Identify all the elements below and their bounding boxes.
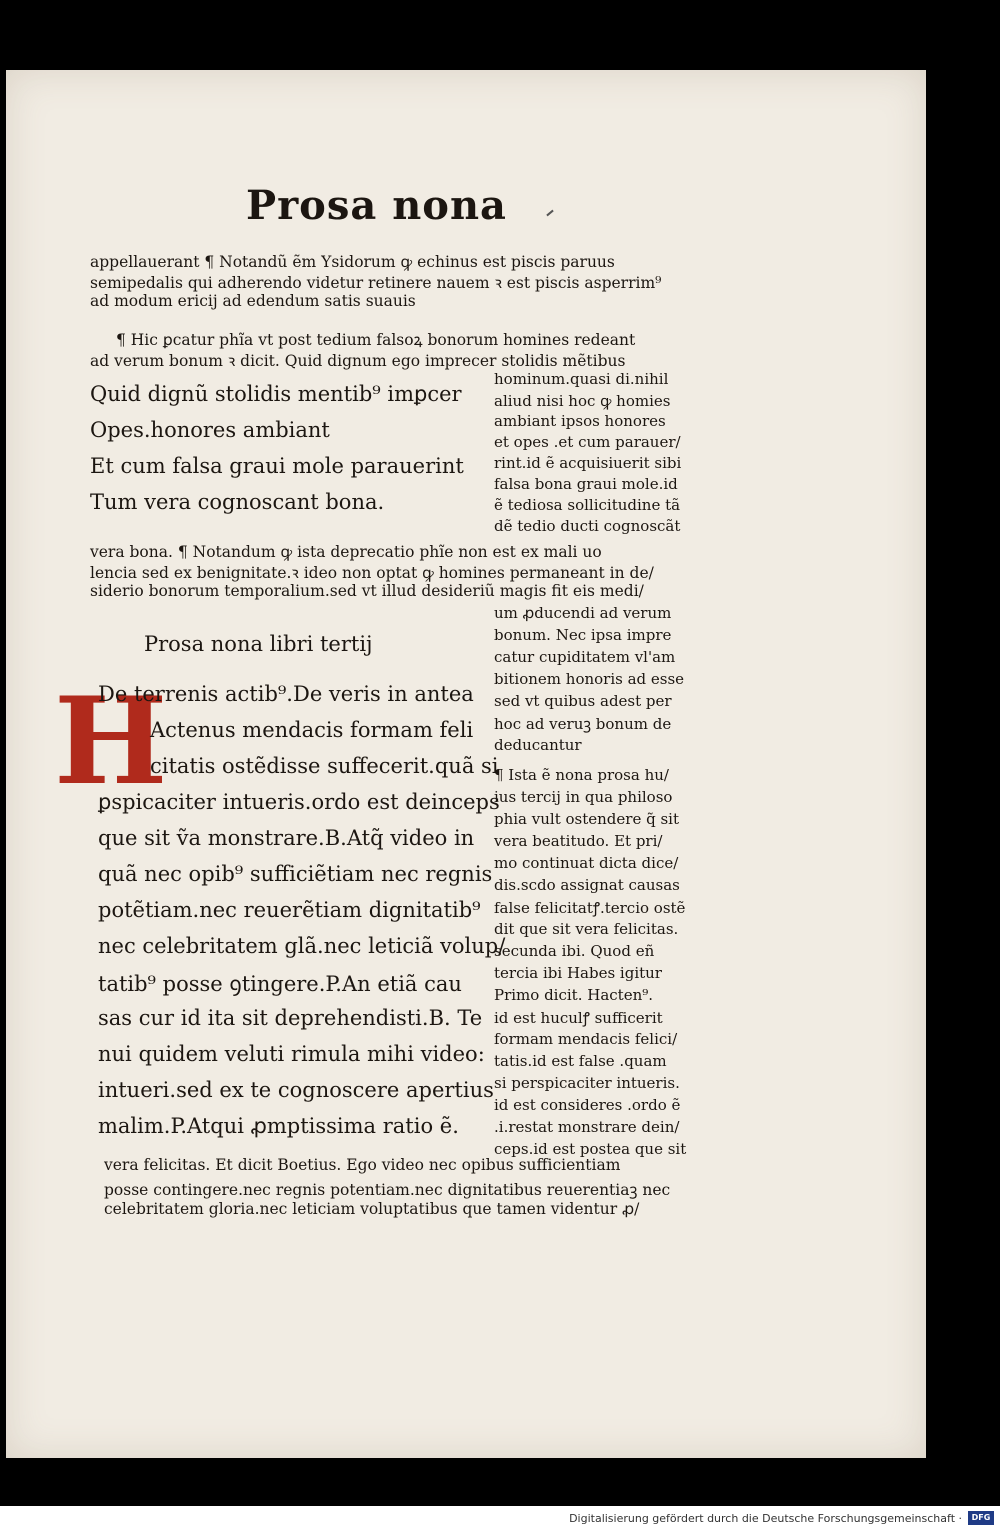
column-line: false felicitatꝭ.tercio ostẽ — [494, 899, 686, 917]
column-line: vera beatitudo. Et pri/ — [494, 832, 663, 850]
gloss-mid-line: siderio bonorum temporalium.sed vt illud desideriũ magis fit eis medi/ — [90, 582, 644, 600]
prose-line: sas cur id ita sit deprehendisti.B. Te — [98, 1006, 483, 1030]
prose-line: De terrenis actib⁹.De veris in antea — [98, 682, 474, 706]
prose-line: Actenus mendacis formam feli — [150, 718, 474, 742]
prose-line: ꝑspicaciter intueris.ordo est deinceps — [98, 790, 500, 814]
prose-line: nec celebritatem glã.nec leticiã volup/ — [98, 934, 506, 958]
column-line: phia vult ostendere q̃ sit — [494, 810, 679, 828]
column-line: tatis.id est false .quam — [494, 1052, 667, 1070]
column-line: .i.restat monstrare dein/ — [494, 1118, 680, 1136]
verse-line: Quid dignũ stolidis mentib⁹ imꝑcer — [90, 382, 462, 406]
verse-line: Et cum falsa graui mole parauerint — [90, 454, 464, 478]
dfg-logo: DFG — [968, 1511, 994, 1525]
column-line: ius tercij in qua philoso — [494, 788, 673, 806]
commentary-line: ad verum bonum ꝛ dicit. Quid dignum ego imprecer stolidis mẽtibus — [90, 352, 626, 370]
column-line: secunda ibi. Quod eñ — [494, 942, 655, 960]
gloss-bottom-line: celebritatem gloria.nec leticiam voluptatibus que tamen videntur ꝓ/ — [104, 1200, 640, 1218]
verse-gloss-line: aliud nisi hoc ꝙ homies — [494, 392, 671, 410]
gloss-mid-line: lencia sed ex benignitate.ꝛ ideo non optat ꝙ homines permaneant in de/ — [90, 564, 654, 582]
column-line: bitionem honoris ad esse — [494, 670, 685, 688]
section-title: Prosa nona libri tertij — [144, 632, 373, 656]
column-line: dit que sit vera felicitas. — [494, 920, 679, 938]
manuscript-page — [6, 70, 926, 1458]
verse-gloss-line: et opes .et cum parauer/ — [494, 433, 681, 451]
gloss-top-line: ad modum ericij ad edendum satis suauis — [90, 292, 416, 310]
pen-stroke — [546, 210, 553, 217]
column-line: id est consideres .ordo ẽ — [494, 1096, 681, 1114]
verse-line: Tum vera cognoscant bona. — [90, 490, 385, 514]
column-line: Primo dicit. Hacten⁹. — [494, 986, 654, 1004]
column-line: tercia ibi Habes igitur — [494, 964, 662, 982]
prose-line: malim.P.Atqui ꝓmptissima ratio ẽ. — [98, 1114, 459, 1138]
column-line: ¶ Ista ẽ nona prosa hu/ — [494, 766, 669, 784]
column-line: deducantur — [494, 736, 582, 754]
column-line: dis.scdo assignat causas — [494, 876, 680, 894]
column-line: sed vt quibus adest per — [494, 692, 672, 710]
prose-line: tatib⁹ posse ꝯtingere.P.An etiã cau — [98, 972, 462, 996]
prose-line: intueri.sed ex te cognoscere apertius — [98, 1078, 494, 1102]
prose-line: quã nec opib⁹ sufficiẽtiam nec regnis — [98, 862, 493, 886]
gloss-top-line: appellauerant ¶ Notandũ ẽm Ysidorum ꝙ echinus est piscis paruus — [90, 253, 615, 271]
gloss-bottom-line: vera felicitas. Et dicit Boetius. Ego video nec opibus sufficientiam — [104, 1156, 621, 1174]
decorated-initial: H — [54, 671, 168, 812]
page-heading: Prosa nona — [246, 182, 507, 229]
prose-line: que sit ṽa monstrare.B.Atq̃ video in — [98, 826, 475, 850]
verse-gloss-line: ambiant ipsos honores — [494, 412, 666, 430]
prose-line: nui quidem veluti rimula mihi video: — [98, 1042, 485, 1066]
gloss-top-line: semipedalis qui adherendo videtur retinere nauem ꝛ est piscis asperrim⁹ — [90, 274, 662, 292]
verse-gloss-line: rint.id ẽ acquisiuerit sibi — [494, 454, 682, 472]
prose-line: potẽtiam.nec reuerẽtiam dignitatib⁹ — [98, 898, 481, 922]
column-line: formam mendacis felici/ — [494, 1030, 678, 1048]
column-line: catur cupiditatem vl'am — [494, 648, 676, 666]
column-line: id est huculꝭ sufficerit — [494, 1009, 663, 1027]
column-line: hoc ad veruꝫ bonum de — [494, 715, 672, 733]
column-line: mo continuat dicta dice/ — [494, 854, 679, 872]
gloss-mid-line: vera bona. ¶ Notandum ꝙ ista deprecatio phĩe non est ex mali uo — [90, 543, 602, 561]
column-line: si perspicaciter intueris. — [494, 1074, 680, 1092]
verse-gloss-line: falsa bona graui mole.id — [494, 475, 678, 493]
verse-gloss-line: ẽ tediosa sollicitudine tã — [494, 496, 681, 514]
funding-credit: Digitalisierung gefördert durch die Deutsche Forschungsgemeinschaft · — [569, 1512, 962, 1525]
column-line: um ꝓducendi ad verum — [494, 604, 672, 622]
prose-line: citatis ostẽdisse suffecerit.quã si — [150, 754, 499, 778]
verse-gloss-line: dẽ tedio ducti cognoscãt — [494, 517, 681, 535]
commentary-line: ¶ Hic ꝑcatur phĩa vt post tedium falsoꝝ bonorum homines redeant — [116, 331, 636, 349]
column-line: ceps.id est postea que sit — [494, 1140, 687, 1158]
column-line: bonum. Nec ipsa impre — [494, 626, 672, 644]
verse-gloss-line: hominum.quasi di.nihil — [494, 370, 669, 388]
verse-line: Opes.honores ambiant — [90, 418, 330, 442]
gloss-bottom-line: posse contingere.nec regnis potentiam.nec dignitatibus reuerentiaꝫ nec — [104, 1181, 671, 1199]
